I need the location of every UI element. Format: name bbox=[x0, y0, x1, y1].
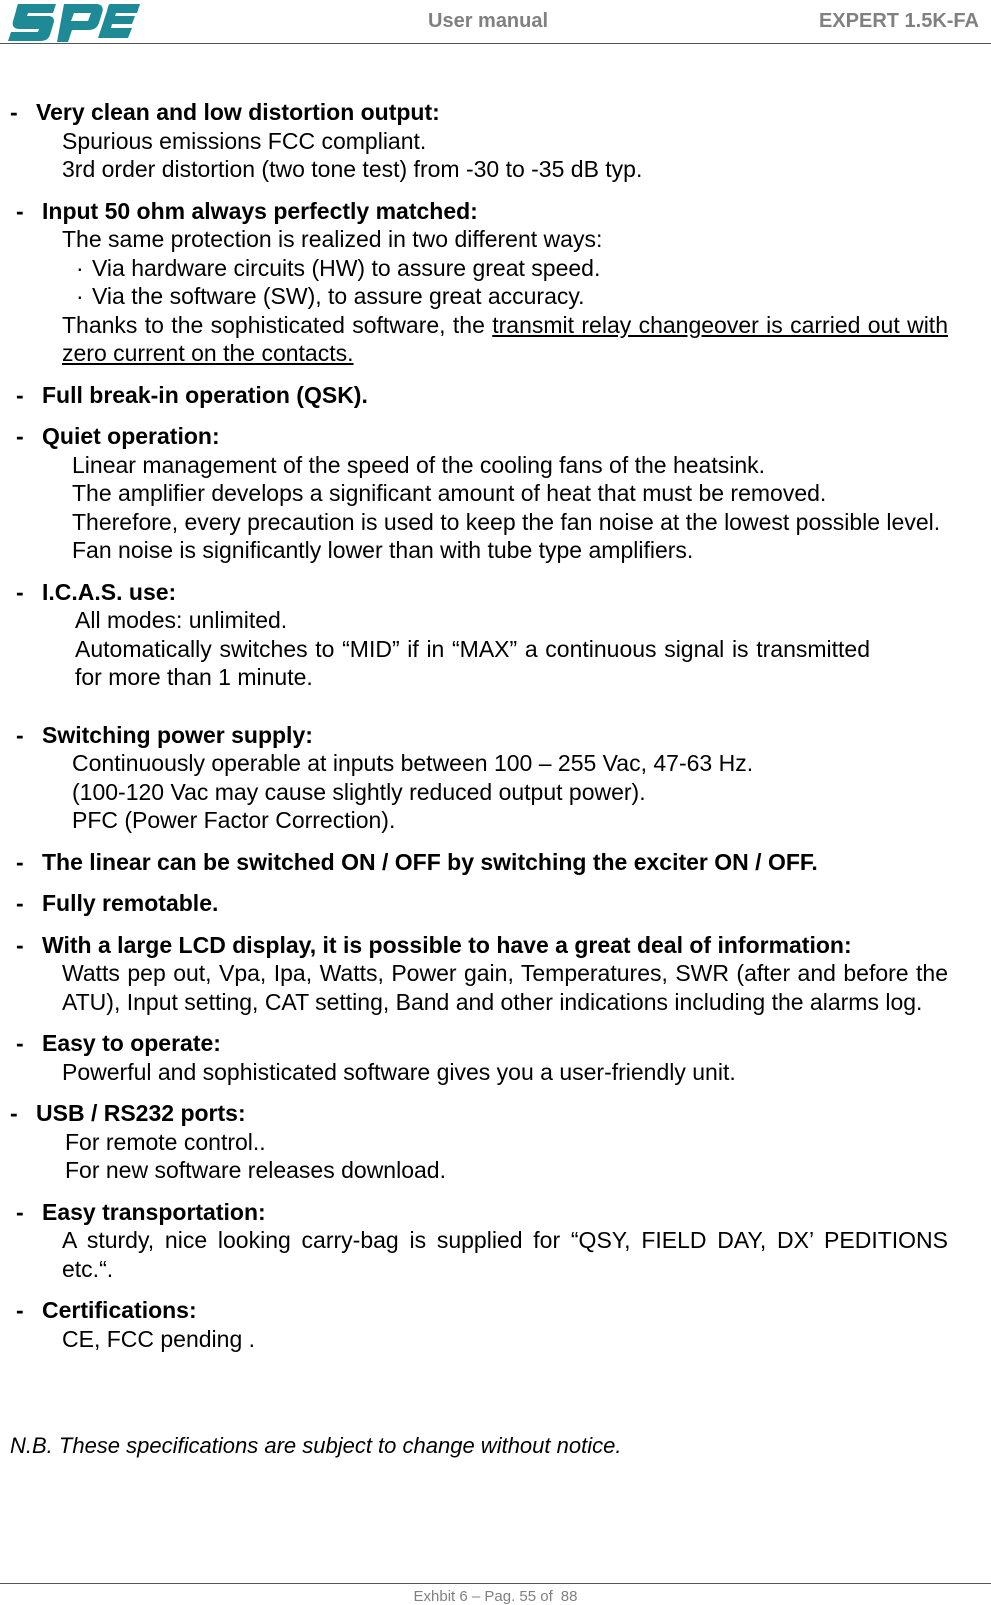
feature-usb-ports bbox=[0, 1099, 991, 1185]
feature-lcd-display bbox=[0, 931, 991, 1017]
header-model-name: EXPERT 1.5K-FA bbox=[818, 10, 979, 32]
feature-title: - USB / RS232 ports: bbox=[10, 1100, 246, 1126]
feature-quiet-operation bbox=[0, 422, 991, 565]
feature-body: Continuously operable at inputs between 100 – 255 Vac, 47-63 Hz. (100-120 Vac may cause slightly reduced output power). PFC (Power Factor Correction). bbox=[72, 750, 754, 833]
feature-title: - Easy to operate: bbox=[16, 1030, 221, 1056]
bullet-item: · Via the software (SW), to assure great accuracy. bbox=[76, 283, 585, 309]
feature-body: All modes: unlimited. Automatically switches to “MID” if in “MAX” a continuous signal is transmitted for more than 1 minute. bbox=[75, 607, 870, 690]
feature-title: - I.C.A.S. use: bbox=[16, 578, 177, 605]
page-footer bbox=[0, 1583, 991, 1605]
spe-logo bbox=[8, 2, 140, 42]
feature-title: - With a large LCD display, it is possible to have a great deal of information: bbox=[16, 931, 852, 958]
feature-body: Powerful and sophisticated software gives you a user-friendly unit. bbox=[62, 1058, 736, 1085]
feature-certifications bbox=[0, 1296, 991, 1353]
feature-title: - Fully remotable. bbox=[16, 890, 219, 916]
feature-body: Watts pep out, Vpa, Ipa, Watts, Power gain, Temperatures, SWR (after and before the ATU), Input setting, CAT setting, Band and other indications including the alarms log. bbox=[62, 960, 948, 1015]
feature-remotable bbox=[0, 889, 991, 918]
footer-total-pages: 88 bbox=[560, 1588, 578, 1605]
feature-title: - The linear can be switched ON / OFF by switching the exciter ON / OFF. bbox=[16, 848, 818, 875]
feature-body: CE, FCC pending . bbox=[62, 1325, 256, 1352]
feature-body: Spurious emissions FCC compliant. 3rd order distortion (two tone test) from -30 to -35 dB typ. bbox=[62, 127, 643, 182]
feature-exciter-switching bbox=[0, 848, 991, 877]
feature-transportation bbox=[0, 1198, 991, 1284]
disclaimer-note: N.B. These specifications are subject to change without notice. bbox=[10, 1433, 622, 1458]
feature-easy-operate bbox=[0, 1029, 991, 1086]
feature-body: Linear management of the speed of the cooling fans of the heatsink. The amplifier develops a significant amount of heat that must be removed. Therefore, every precaution is used to keep the fan noise at the lowest possible level. Fan noise is significantly lower than with tube type amplifiers. bbox=[72, 451, 941, 563]
feature-clean-output bbox=[0, 98, 991, 184]
feature-list bbox=[0, 98, 991, 1366]
feature-title: - Easy transportation: bbox=[16, 1198, 266, 1225]
feature-title: - Very clean and low distortion output: bbox=[10, 99, 440, 125]
feature-qsk bbox=[0, 381, 991, 410]
feature-title: - Quiet operation: bbox=[16, 423, 220, 449]
feature-title: - Full break-in operation (QSK). bbox=[16, 381, 368, 408]
feature-body: A sturdy, nice looking carry-bag is supplied for “QSY, FIELD DAY, DX’ PEDITIONS etc.“. bbox=[62, 1227, 948, 1282]
page-header bbox=[0, 0, 991, 44]
feature-body: The same protection is realized in two different ways: · Via hardware circuits (HW) to assure great speed. · Via the software (SW), to assure great accuracy. Thanks to the sophisticated software, the transmit relay changeover is carried out with zero current on the contacts. bbox=[62, 226, 948, 366]
feature-input-matching bbox=[0, 197, 991, 368]
feature-title: - Input 50 ohm always perfectly matched: bbox=[16, 197, 478, 224]
bullet-item: · Via hardware circuits (HW) to assure great speed. bbox=[76, 254, 601, 281]
footer-page-info: Exhbit 6 – Pag. 55 of bbox=[413, 1588, 553, 1605]
feature-power-supply bbox=[0, 721, 991, 835]
underlined-text: transmit relay changeover is carried out with zero current on the contacts. bbox=[62, 311, 948, 366]
header-document-type: User manual bbox=[428, 10, 549, 32]
feature-body: For remote control.. For new software releases download. bbox=[65, 1128, 446, 1183]
feature-title: - Switching power supply: bbox=[16, 721, 313, 748]
feature-title: - Certifications: bbox=[16, 1297, 197, 1323]
feature-icas bbox=[0, 578, 991, 692]
